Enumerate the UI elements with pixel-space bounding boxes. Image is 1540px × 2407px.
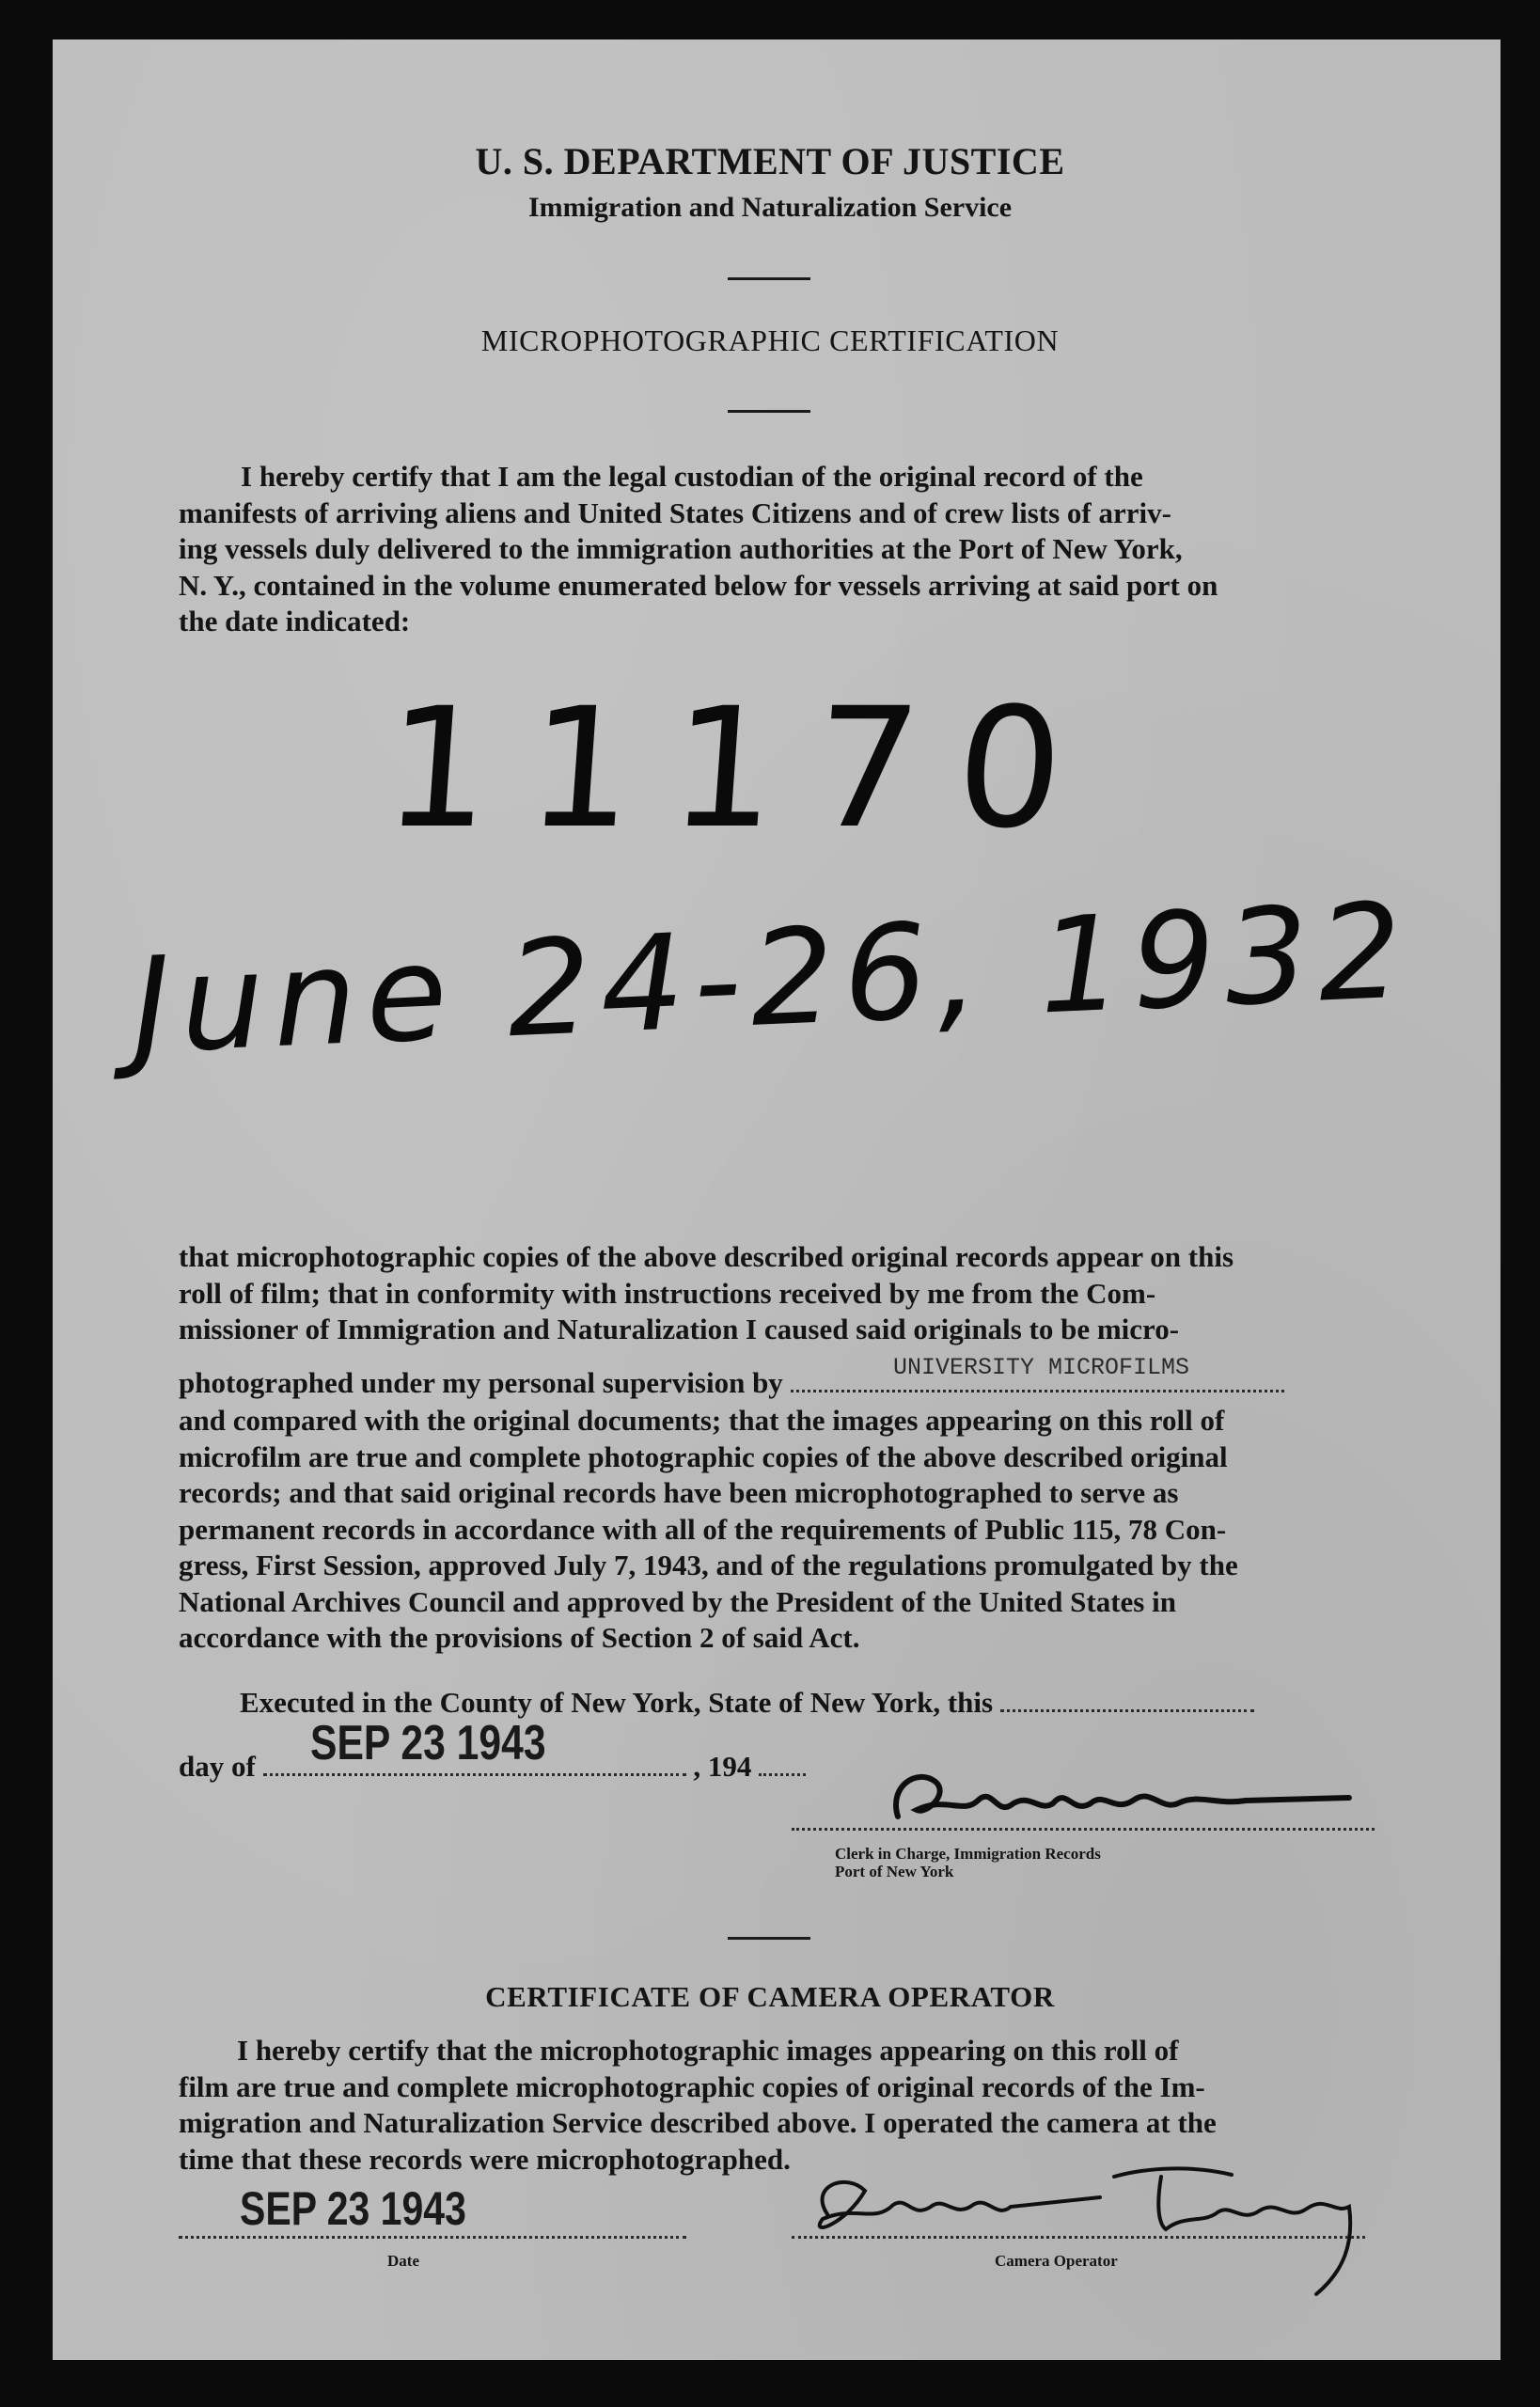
camera-heading: CERTIFICATE OF CAMERA OPERATOR bbox=[485, 1980, 1055, 2013]
body-line: records; and that said original records have been microphotographed to serve as bbox=[179, 1476, 1179, 1509]
body-line: permanent records in accordance with all of the requirements of Public 115, 78 Con- bbox=[179, 1512, 1227, 1546]
dotted-fill bbox=[759, 1773, 806, 1776]
divider bbox=[728, 1937, 810, 1940]
date-label: Date bbox=[387, 2252, 419, 2270]
camera-date-stamp: SEP 23 1943 bbox=[240, 2182, 466, 2235]
divider bbox=[728, 410, 810, 413]
dotted-fill bbox=[263, 1773, 686, 1776]
body-paragraph-continued bbox=[179, 1403, 1382, 1657]
dotted-fill bbox=[1000, 1709, 1254, 1712]
intro-line: the date indicated: bbox=[179, 605, 411, 637]
body-paragraph bbox=[179, 1239, 1382, 1348]
dotted-fill bbox=[179, 2236, 686, 2239]
intro-line: I hereby certify that I am the legal custodian of the original record of the bbox=[241, 460, 1143, 493]
dotted-fill bbox=[792, 2236, 1365, 2239]
body-line: gress, First Session, approved July 7, 1943, and of the regulations promulgated by the bbox=[179, 1549, 1238, 1581]
body-line: roll of film; that in conformity with instructions received by me from the Com- bbox=[179, 1276, 1156, 1310]
clerk-signature-line bbox=[792, 1803, 1375, 1839]
date-line bbox=[179, 2211, 686, 2247]
body-line: missioner of Immigration and Naturalization I caused said originals to be micro- bbox=[179, 1313, 1180, 1345]
handwritten-volume-number: 11170 bbox=[378, 672, 1108, 865]
supervisor-name: UNIVERSITY MICROFILMS bbox=[893, 1354, 1190, 1381]
year-prefix: , 194 bbox=[693, 1750, 752, 1783]
intro-line: ing vessels duly delivered to the immigration authorities at the Port of New York, bbox=[179, 532, 1183, 565]
body-line: National Archives Council and approved by the President of the United States in bbox=[179, 1584, 1176, 1618]
body-line: that microphotographic copies of the above described original records appear on this bbox=[179, 1240, 1234, 1273]
dotted-fill bbox=[791, 1390, 1284, 1392]
agency-subheading: Immigration and Naturalization Service bbox=[527, 192, 1013, 223]
camera-line: film are true and complete microphotographic copies of original records of the Im- bbox=[179, 2069, 1205, 2103]
divider bbox=[728, 277, 810, 280]
camera-line: I hereby certify that the microphotographic images appearing on this roll of bbox=[237, 2034, 1179, 2067]
body-line: and compared with the original documents; that the images appearing on this roll of bbox=[179, 1404, 1225, 1437]
operator-signature-line bbox=[792, 2211, 1365, 2247]
intro-line: N. Y., contained in the volume enumerated below for vessels arriving at said port on bbox=[179, 568, 1218, 602]
body-line: accordance with the provisions of Section 2 of said Act. bbox=[179, 1621, 860, 1654]
handwritten-date-range: June 24-26, 1932 bbox=[129, 874, 1415, 1084]
intro-line: manifests of arriving aliens and United States Citizens and of crew lists of arriv- bbox=[179, 496, 1171, 529]
dotted-fill bbox=[792, 1828, 1375, 1831]
intro-paragraph bbox=[179, 459, 1382, 640]
supervision-prefix: photographed under my personal supervision by bbox=[179, 1366, 783, 1399]
day-of-label: day of bbox=[179, 1750, 256, 1783]
camera-operator-label: Camera Operator bbox=[995, 2252, 1118, 2270]
camera-line: time that these records were microphotographed. bbox=[179, 2142, 791, 2176]
camera-line: migration and Naturalization Service described above. I operated the camera at the bbox=[179, 2106, 1217, 2139]
clerk-title: Clerk in Charge, Immigration Records bbox=[835, 1845, 1101, 1863]
certification-title: MICROPHOTOGRAPHIC CERTIFICATION bbox=[480, 323, 1060, 357]
department-heading: U. S. DEPARTMENT OF JUSTICE bbox=[475, 140, 1065, 182]
executed-text: Executed in the County of New York, State of New York, this bbox=[240, 1686, 994, 1719]
executed-date-stamp: SEP 23 1943 bbox=[310, 1716, 546, 1770]
body-line: microfilm are true and complete photographic copies of the above described original bbox=[179, 1439, 1228, 1473]
clerk-port: Port of New York bbox=[835, 1863, 954, 1880]
